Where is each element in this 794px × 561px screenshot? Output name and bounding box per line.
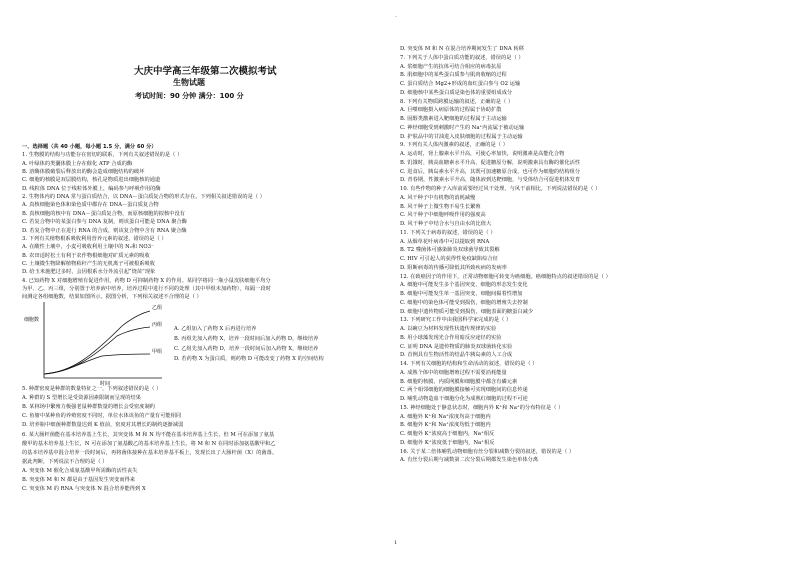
text-line: A. 突变体 M 催化合成氨基酸甲所需酶的活性丧失 bbox=[22, 467, 138, 474]
series-jia-curve bbox=[44, 354, 150, 374]
text-line: D. 护肤品中的甘油进入皮肤细胞的过程属于主动运输 bbox=[400, 133, 523, 140]
text-line: B. 用小球藻发现光合作用暗反应途径的实验 bbox=[400, 334, 502, 341]
text-line: 1. 生物膜的结构与功能存在密切的联系，下列有关叙述错误的是（ ） bbox=[22, 152, 183, 159]
text-line: B. 细胞的核膜、内质网膜和细胞膜中都含有磷元素 bbox=[400, 378, 518, 385]
text-line: C. 证明 DNA 是遗传物质的肺炎双球菌转化实验 bbox=[400, 343, 513, 350]
text-line: C. 细胞中的染色体可能受到损伤，细胞的增殖失去控制 bbox=[400, 299, 528, 306]
text-line: 一、选择题（共 40 小题，每小题 1.5 分，满分 60 分） bbox=[22, 144, 157, 150]
text-line: A. 从烟草花叶病毒中可以提取到 RNA bbox=[400, 238, 490, 245]
text-line: D. 细胞核中某些蛋白质是染色体的重要组成成分 bbox=[400, 89, 513, 96]
cell-growth-chart bbox=[22, 296, 172, 386]
text-line: C. 细胞的核膜是双层膜结构，核孔是物质进出细胞核的通道 bbox=[22, 177, 161, 184]
text-line: 间测定各组细胞数，结果如图所示。据图分析，下列相关叙述不合理的是（ ） bbox=[22, 294, 202, 301]
series-label-yi: 乙组 bbox=[152, 305, 163, 311]
series-yi-curve bbox=[44, 311, 150, 374]
text-line: C. 两个相邻细胞的细胞膜接触可实现细胞间的信息传递 bbox=[400, 387, 528, 394]
text-line: A. 成熟个体中的细胞增殖过程不需要消耗能量 bbox=[400, 369, 507, 376]
text-line: B. 突变体 M 和 N 都是由于基因发生突变而得来 bbox=[22, 477, 136, 483]
text-line: A. 细胞中可能发生多个基因突变，细胞的形态发生变化 bbox=[400, 282, 528, 289]
text-line: 5. 种群密度是种群的数量特征之一，下列叙述错误的是（ ） bbox=[22, 386, 162, 392]
text-line: B. 真核细胞的核中有 DNA－蛋白质复合物，而原核细胞的拟核中没有 bbox=[22, 210, 185, 217]
text-line: 4. 已知药物 X 对细胞增殖有促进作用，药物 D 可抑制药物 X 的作用。某同学将同一瓶小鼠皮肤细胞平均分 bbox=[22, 277, 271, 284]
exam-title: 大庆中学高三年级第二次模拟考试 bbox=[134, 66, 277, 77]
text-line: 7. 下列关于人体中蛋白质功能的叙述，错误的是（ ） bbox=[400, 54, 524, 61]
text-line: C. 神经细胞受到刺激时产生的 Na⁺内流属于被动运输 bbox=[400, 124, 525, 131]
text-line: C. 细胞外 K⁺浓度高于细胞内，Na⁺相反 bbox=[400, 431, 495, 437]
text-line: 8. 下列有关物质跨膜运输的叙述，正确的是（ ） bbox=[400, 98, 514, 105]
text-line: C. 鱼塘中某种鱼的养殖密度不同时，单位水体该鱼的产量有可能相同 bbox=[22, 413, 182, 420]
text-line: D. 风干种子中结合水与自由水的比值大 bbox=[400, 221, 492, 227]
q4-option-d: D. 若药物 X 为蛋白质，则药物 D 可能改变了药物 X 的空间结构 bbox=[174, 356, 324, 362]
text-line: C. 风干种子中细胞呼吸作用的强度高 bbox=[400, 212, 486, 219]
text-line: D. 首例具有生物活性的结晶牛胰岛素的人工合成 bbox=[400, 352, 513, 359]
text-line: D. 细胞外 K⁺浓度低于细胞内，Na⁺相反 bbox=[400, 439, 495, 446]
text-line: 13. 下列研究工作中由我国科学家完成的是（ ） bbox=[400, 317, 512, 324]
text-line: A. 叶绿体的类囊体膜上存在催化 ATP 合成的酶 bbox=[22, 160, 133, 167]
text-line: 酸甲的基本培养基上生长，N 可在添加了氨基酸乙的基本培养基上生长。将 M 和 N 在同时添加氨基酸甲和乙 bbox=[22, 440, 276, 447]
text-line: 6. 某大肠杆菌能在基本培养基上生长，其突变体 M 和 N 均不能在基本培养基上生长，但 M 可在添加了氨基 bbox=[22, 431, 275, 438]
q4-option-b: B. 丙组先加入药物 X，培养一段时间后加入药物 D，继续培养 bbox=[174, 336, 319, 342]
y-axis-label: 细胞数 bbox=[24, 317, 40, 323]
text-line: 为甲、乙、丙三组，分别置于培养液中培养，培养过程中进行不同的处理（其中甲组未加药物），每隔一段时 bbox=[22, 285, 271, 292]
text-line: D. 阻断病毒的传播可降低其所致疾病的发病率 bbox=[400, 264, 507, 271]
header-mark: . bbox=[395, 12, 397, 19]
text-line: 14. 下列有关细胞的结构和生命活动的叙述，错误的是（ ） bbox=[400, 361, 538, 367]
text-line: D. 给玉米施肥过多时，会因根系水分外流引起“烧苗”现象 bbox=[22, 269, 156, 276]
text-line: A. 有丝分裂后期与减数第二次分裂后期都发生染色单体分离 bbox=[400, 457, 539, 464]
text-line: D. 培养瓶中细菌种群数量达到 K 值前，密度对其增长的制约逐渐减弱 bbox=[22, 422, 184, 429]
text-line: B. 风干种子上微生物不易生长繁殖 bbox=[400, 203, 481, 210]
text-line: 据此判断，下列说法不合理的是（ ） bbox=[22, 458, 108, 465]
text-line: B. T2 噬菌体可感染肺炎双球菌导致其裂解 bbox=[400, 247, 500, 254]
text-line: 2. 生物体内的 DNA 常与蛋白质结合，以 DNA－蛋白质复合物的形式存在。下列相关叙述错误的是（ ） bbox=[22, 194, 265, 201]
text-line: C. HIV 可引起人的获得性免疫缺陷综合征 bbox=[400, 256, 498, 262]
text-line: A. 种群的 S 型增长是受资源因素限制而呈现的结果 bbox=[22, 395, 141, 402]
text-line: B. 细胞中可能发生单一基因突变，细胞间黏着性增加 bbox=[400, 291, 523, 297]
text-line: 16. 关于某二倍体哺乳动物细胞有丝分裂和减数分裂的叙述，错误的是（ ） bbox=[400, 448, 575, 455]
series-label-jia: 甲组 bbox=[152, 349, 163, 355]
text-line: 11. 下列关于病毒的叙述，错误的是（ ） bbox=[400, 229, 496, 236]
q4-option-c: C. 乙组先加入药物 D，培养一段时间后加入药物 X，继续培养 bbox=[174, 346, 319, 352]
text-line: D. 细胞中遗传物质可能受到损伤，细胞表面的糖蛋白减少 bbox=[400, 308, 534, 315]
text-line: C. 若复合物中的某蛋白参与 DNA 复制，则该蛋白可能是 DNA 聚合酶 bbox=[22, 219, 187, 226]
text-line: C. 土壤微生物降解植物秸秆产生的无机离子可被根系吸收 bbox=[22, 260, 155, 267]
text-line: B. 某林场中繁殖力极强老鼠种群数量的增长会受密度制约 bbox=[22, 404, 155, 411]
text-line: B. 农田适时松土有利于农作物根细胞对矿质元素的吸收 bbox=[22, 252, 150, 259]
text-line: D. 哺乳动物造血干细胞分化为成熟红细胞的过程不可逆 bbox=[400, 396, 528, 402]
text-line: 的基本培养基中混合培养一段时间后，再将菌体接种在基本培养基平板上，发现长出了大肠杆菌（X）的菌落。 bbox=[22, 449, 278, 456]
series-bing-curve bbox=[44, 327, 150, 374]
text-line: B. 溶酶体膜破裂后释放出的酶会造成细胞结构的破坏 bbox=[22, 169, 145, 176]
series-label-bing: 丙组 bbox=[152, 322, 163, 328]
text-line: A. 真核细胞染色体和染色质中都存在 DNA－蛋白质复合物 bbox=[22, 202, 159, 209]
text-line: A. 运动时，肾上腺素水平升高，可使心率加快，说明激素是高能化合物 bbox=[400, 151, 565, 157]
text-line: 15. 神经细胞处于静息状态时，细胞内外 K⁺和 Na⁺的分布特征是（ ） bbox=[400, 404, 564, 411]
text-line: D. 突变体 M 和 N 在混合培养期间发生了 DNA 转移 bbox=[400, 46, 524, 52]
text-line: C. 蛋白质结合 Mg2+形成的血红蛋白参与 O2 运输 bbox=[400, 81, 521, 87]
text-line: A. 在酸性土壤中，小麦可吸收利用土壤中的 N₂和 NO3⁻ bbox=[22, 244, 154, 251]
exam-meta: 考试时间：90 分钟 满分：100 分 bbox=[135, 92, 244, 100]
text-line: 10. 有些作物的种子入库前需要经过风干处理，与风干前相比，下列说法错误的是（ ） bbox=[400, 186, 601, 192]
text-line: C. 突变体 M 的 RNA 与突变体 N 混合培养能得到 X bbox=[22, 486, 146, 493]
text-line: D. 青春期，性激素水平升高，随体液到达靶细胞，与受体结合可促进机体发育 bbox=[400, 177, 581, 184]
page-number: 1 bbox=[394, 540, 398, 546]
text-line: C. 进食后，胰岛素水平升高，其既可加速糖原合成，也可作为细胞的结构组分 bbox=[400, 168, 581, 175]
text-line: A. 以碗豆为材料发现性状遗传规律的实验 bbox=[400, 326, 497, 332]
text-line: B. 肌细胞中的某些蛋白质参与肌肉收缩的过程 bbox=[400, 72, 507, 79]
text-line: B. 固醇类激素进入靶细胞的过程属于主动运输 bbox=[400, 116, 507, 122]
text-line: A. 巨噬细胞摄入病原体的过程属于协助扩散 bbox=[400, 107, 502, 114]
text-line: D. 线粒体 DNA 位于线粒体外膜上，编码参与呼吸作用的酶 bbox=[22, 185, 161, 192]
text-line: D. 若复合物中正在进行 RNA 的合成，则该复合物中含有 RNA 聚合酶 bbox=[22, 227, 187, 234]
exam-subtitle: 生物试题 bbox=[173, 78, 205, 87]
text-line: B. 饥饿时，胰高血糖素水平升高，促进糖原分解，说明激素具有酶的催化活性 bbox=[400, 159, 581, 166]
text-line: B. 细胞外 K⁺和 Na⁺浓度均低于细胞内 bbox=[400, 422, 491, 429]
text-line: A. 细胞外 K⁺和 Na⁺浓度均高于细胞内 bbox=[400, 413, 491, 420]
text-line: A. 风干种子中有机物的消耗减慢 bbox=[400, 194, 476, 201]
text-line: 9. 下列有关人体内激素的叙述，正确的是（ ） bbox=[400, 142, 508, 149]
q4-option-a: A. 乙组加入了药物 X 后再进行培养 bbox=[174, 326, 257, 332]
text-line: 12. 在致癌因子的作用下，正常动物细胞可转变为癌细胞。癌细胞特点的叙述错误的是（ ） bbox=[400, 273, 611, 280]
text-line: A. 浆细胞产生的抗体可结合相应的病毒抗原 bbox=[400, 63, 502, 70]
text-line: 3. 下列有关植物根系吸收利用营养元素的叙述，错误的是（ ） bbox=[22, 235, 167, 242]
x-axis-label: 时间 bbox=[100, 381, 111, 386]
